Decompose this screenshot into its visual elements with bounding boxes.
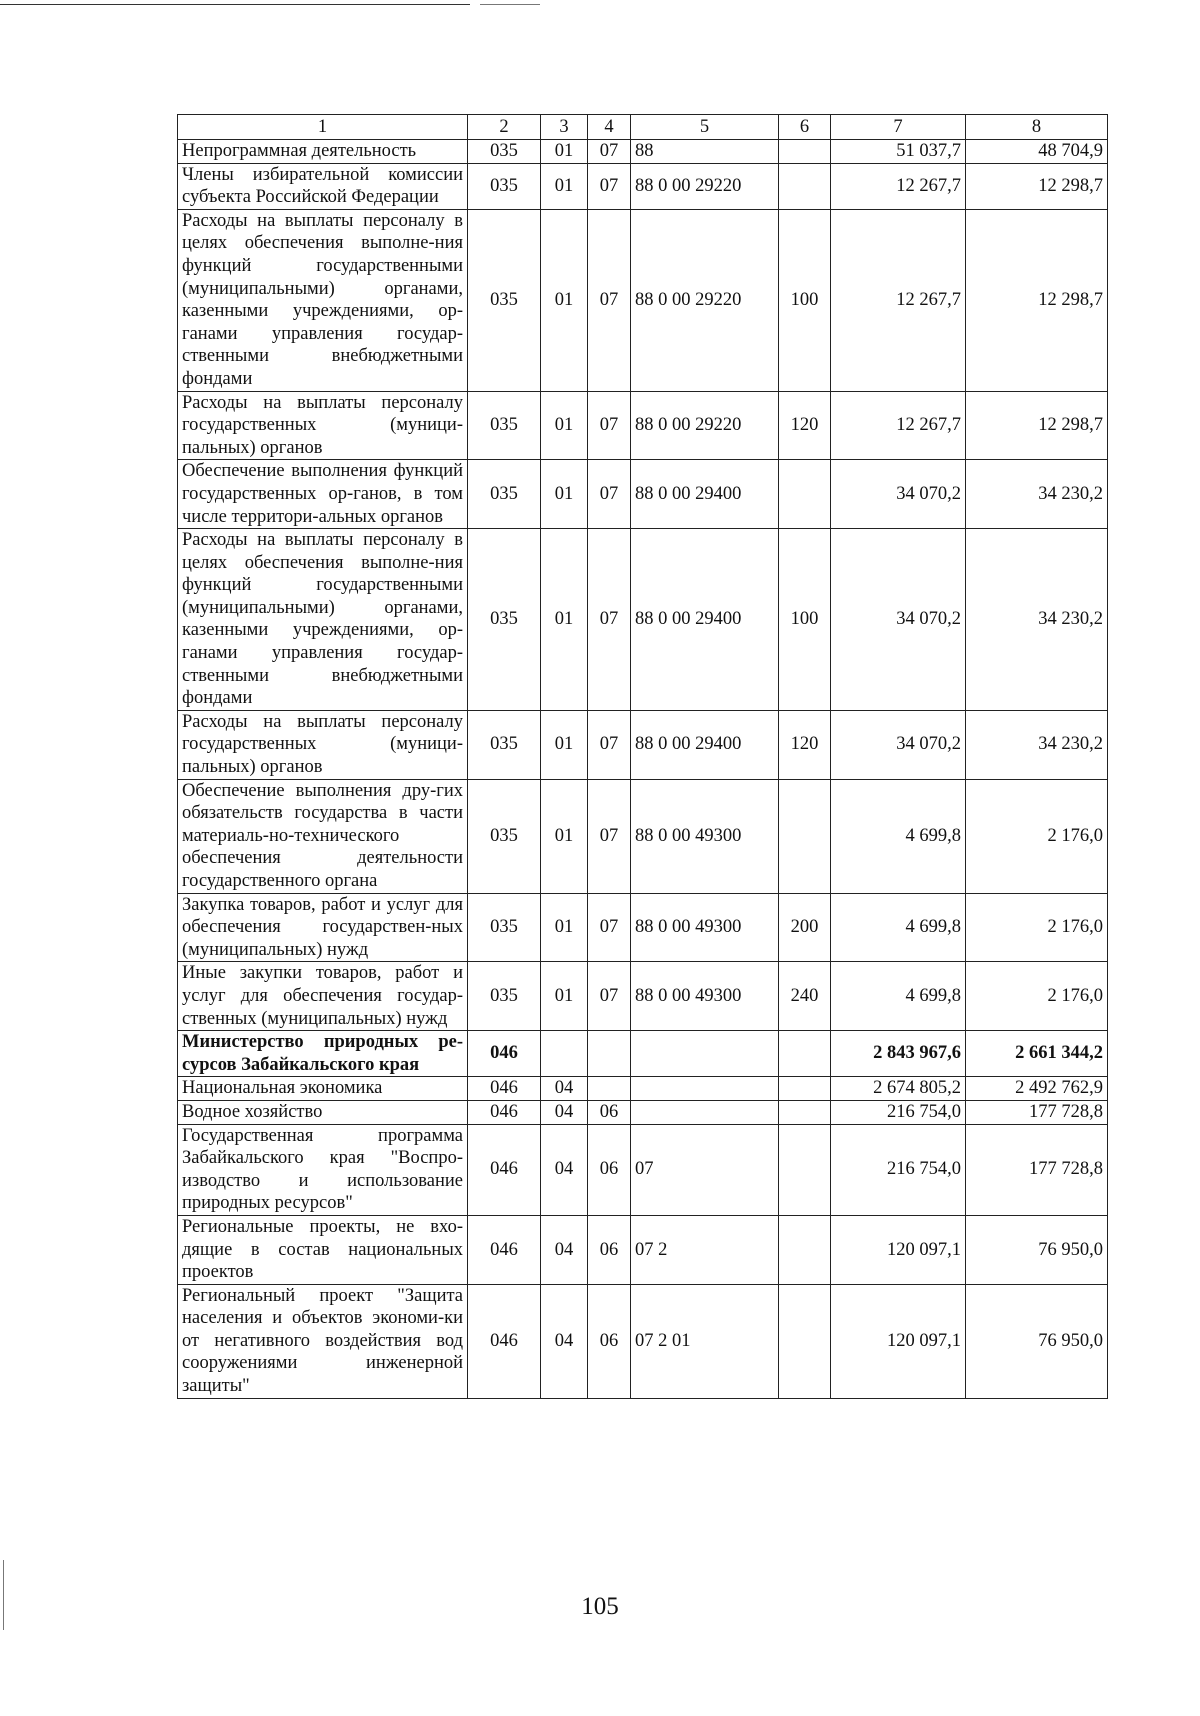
section-cell: 01: [541, 962, 588, 1031]
admin-code-cell: 046: [468, 1100, 541, 1124]
subsection-cell: [588, 1031, 631, 1077]
section-cell: 01: [541, 460, 588, 529]
section-cell: 01: [541, 529, 588, 711]
row-name-cell: Обеспечение выполнения функций государственных ор-ганов, в том числе территори-альных органов: [178, 460, 468, 529]
row-name-cell: Государственная программа Забайкальского края "Воспро-изводство и использование природных ресурсов": [178, 1124, 468, 1215]
amount-year1-cell: 2 674 805,2: [831, 1077, 966, 1101]
row-name-cell: Расходы на выплаты персоналу в целях обеспечения выполне-ния функций государственными (муниципальными) органами, казенными учреждениями, ор-ганами управления государ-ственными внебюджетными фондами: [178, 209, 468, 391]
admin-code-cell: 046: [468, 1031, 541, 1077]
target-article-cell: 07 2: [631, 1215, 779, 1284]
amount-year2-cell: 76 950,0: [966, 1215, 1108, 1284]
expense-type-cell: [779, 1124, 831, 1215]
row-name-cell: Иные закупки товаров, работ и услуг для обеспечения государ-ственных (муниципальных) нужд: [178, 962, 468, 1031]
expense-type-cell: 200: [779, 893, 831, 962]
expense-type-cell: [779, 779, 831, 893]
row-name-cell: Члены избирательной комиссии субъекта Российской Федерации: [178, 163, 468, 209]
admin-code-cell: 046: [468, 1124, 541, 1215]
section-cell: 01: [541, 391, 588, 460]
amount-year2-cell: 177 728,8: [966, 1124, 1108, 1215]
table-row: [178, 1100, 1108, 1124]
amount-year1-cell: 4 699,8: [831, 779, 966, 893]
header-cell: 6: [779, 115, 831, 140]
amount-year1-cell: 12 267,7: [831, 391, 966, 460]
target-article-cell: 07: [631, 1124, 779, 1215]
header-cell: 3: [541, 115, 588, 140]
target-article-cell: 88 0 00 29400: [631, 460, 779, 529]
subsection-cell: 06: [588, 1215, 631, 1284]
target-article-cell: [631, 1031, 779, 1077]
amount-year2-cell: 48 704,9: [966, 140, 1108, 164]
subsection-cell: 07: [588, 460, 631, 529]
section-cell: 01: [541, 209, 588, 391]
header-cell: 7: [831, 115, 966, 140]
admin-code-cell: 035: [468, 962, 541, 1031]
scan-edge-line: [480, 4, 540, 5]
section-cell: 04: [541, 1100, 588, 1124]
header-cell: 1: [178, 115, 468, 140]
target-article-cell: 88 0 00 29400: [631, 529, 779, 711]
admin-code-cell: 035: [468, 893, 541, 962]
expense-type-cell: [779, 1284, 831, 1398]
row-name-cell: Расходы на выплаты персоналу государственных (муници-пальных) органов: [178, 391, 468, 460]
amount-year1-cell: 2 843 967,6: [831, 1031, 966, 1077]
subsection-cell: 07: [588, 391, 631, 460]
admin-code-cell: 035: [468, 460, 541, 529]
amount-year2-cell: 2 661 344,2: [966, 1031, 1108, 1077]
row-name-cell: Национальная экономика: [178, 1077, 468, 1101]
subsection-cell: 07: [588, 710, 631, 779]
amount-year1-cell: 34 070,2: [831, 529, 966, 711]
subsection-cell: [588, 1077, 631, 1101]
target-article-cell: 88 0 00 29220: [631, 391, 779, 460]
header-cell: 4: [588, 115, 631, 140]
subsection-cell: 07: [588, 893, 631, 962]
admin-code-cell: 035: [468, 209, 541, 391]
amount-year2-cell: 76 950,0: [966, 1284, 1108, 1398]
amount-year1-cell: 34 070,2: [831, 710, 966, 779]
admin-code-cell: 035: [468, 779, 541, 893]
amount-year2-cell: 2 176,0: [966, 779, 1108, 893]
header-cell: 5: [631, 115, 779, 140]
admin-code-cell: 046: [468, 1077, 541, 1101]
row-name-cell: Непрограммная деятельность: [178, 140, 468, 164]
section-cell: [541, 1031, 588, 1077]
target-article-cell: 88 0 00 49300: [631, 893, 779, 962]
expense-type-cell: 120: [779, 710, 831, 779]
section-cell: 04: [541, 1215, 588, 1284]
amount-year1-cell: 12 267,7: [831, 163, 966, 209]
section-cell: 01: [541, 893, 588, 962]
amount-year1-cell: 51 037,7: [831, 140, 966, 164]
section-cell: 01: [541, 710, 588, 779]
amount-year2-cell: 12 298,7: [966, 209, 1108, 391]
table-row: [178, 1284, 1108, 1398]
amount-year1-cell: 120 097,1: [831, 1215, 966, 1284]
amount-year2-cell: 34 230,2: [966, 529, 1108, 711]
section-cell: 04: [541, 1077, 588, 1101]
amount-year2-cell: 34 230,2: [966, 460, 1108, 529]
budget-table: [177, 114, 1108, 1399]
row-name-cell: Министерство природных ре-сурсов Забайкальского края: [178, 1031, 468, 1077]
target-article-cell: 88 0 00 49300: [631, 962, 779, 1031]
row-name-cell: Расходы на выплаты персоналу государственных (муници-пальных) органов: [178, 710, 468, 779]
amount-year2-cell: 2 492 762,9: [966, 1077, 1108, 1101]
subsection-cell: 07: [588, 209, 631, 391]
section-cell: 04: [541, 1124, 588, 1215]
amount-year1-cell: 120 097,1: [831, 1284, 966, 1398]
page-number: 105: [581, 1593, 619, 1620]
admin-code-cell: 035: [468, 163, 541, 209]
target-article-cell: 88 0 00 29220: [631, 209, 779, 391]
admin-code-cell: 046: [468, 1215, 541, 1284]
target-article-cell: 88: [631, 140, 779, 164]
subsection-cell: 07: [588, 163, 631, 209]
header-row: [178, 115, 1108, 140]
amount-year2-cell: 34 230,2: [966, 710, 1108, 779]
section-cell: 01: [541, 163, 588, 209]
table-row: [178, 1077, 1108, 1101]
table-row: [178, 710, 1108, 779]
table-row: [178, 391, 1108, 460]
expense-type-cell: 100: [779, 209, 831, 391]
expense-type-cell: [779, 1031, 831, 1077]
expense-type-cell: [779, 460, 831, 529]
expense-type-cell: [779, 163, 831, 209]
amount-year1-cell: 216 754,0: [831, 1100, 966, 1124]
target-article-cell: 88 0 00 29400: [631, 710, 779, 779]
amount-year1-cell: 34 070,2: [831, 460, 966, 529]
row-name-cell: Региональные проекты, не вхо-дящие в состав национальных проектов: [178, 1215, 468, 1284]
target-article-cell: [631, 1100, 779, 1124]
table-row: [178, 209, 1108, 391]
table-row: [178, 1215, 1108, 1284]
row-name-cell: Водное хозяйство: [178, 1100, 468, 1124]
row-name-cell: Расходы на выплаты персоналу в целях обеспечения выполне-ния функций государственными (муниципальными) органами, казенными учреждениями, ор-ганами управления государ-ственными внебюджетными фондами: [178, 529, 468, 711]
table-row: [178, 893, 1108, 962]
expense-type-cell: 100: [779, 529, 831, 711]
admin-code-cell: 035: [468, 391, 541, 460]
table-row: [178, 779, 1108, 893]
table-row: [178, 1031, 1108, 1077]
table-row: [178, 460, 1108, 529]
row-name-cell: Региональный проект "Защита населения и объектов экономи-ки от негативного воздействия вод сооружениями инженерной защиты": [178, 1284, 468, 1398]
amount-year2-cell: 12 298,7: [966, 163, 1108, 209]
amount-year2-cell: 2 176,0: [966, 962, 1108, 1031]
subsection-cell: 07: [588, 779, 631, 893]
section-cell: 01: [541, 140, 588, 164]
amount-year2-cell: 177 728,8: [966, 1100, 1108, 1124]
header-cell: 8: [966, 115, 1108, 140]
table-row: [178, 1124, 1108, 1215]
target-article-cell: 88 0 00 29220: [631, 163, 779, 209]
section-cell: 01: [541, 779, 588, 893]
expense-type-cell: [779, 1215, 831, 1284]
amount-year1-cell: 4 699,8: [831, 962, 966, 1031]
expense-type-cell: 120: [779, 391, 831, 460]
table-row: [178, 529, 1108, 711]
expense-type-cell: [779, 1077, 831, 1101]
amount-year1-cell: 4 699,8: [831, 893, 966, 962]
table-row: [178, 163, 1108, 209]
amount-year2-cell: 12 298,7: [966, 391, 1108, 460]
expense-type-cell: [779, 140, 831, 164]
table-row: [178, 140, 1108, 164]
subsection-cell: 07: [588, 962, 631, 1031]
row-name-cell: Обеспечение выполнения дру-гих обязательств государства в части материаль-но-технического обеспечения деятельности государственного органа: [178, 779, 468, 893]
amount-year2-cell: 2 176,0: [966, 893, 1108, 962]
subsection-cell: 07: [588, 140, 631, 164]
section-cell: 04: [541, 1284, 588, 1398]
scan-edge-line: [0, 4, 470, 5]
amount-year1-cell: 12 267,7: [831, 209, 966, 391]
row-name-cell: Закупка товаров, работ и услуг для обеспечения государствен-ных (муниципальных) нужд: [178, 893, 468, 962]
target-article-cell: 07 2 01: [631, 1284, 779, 1398]
admin-code-cell: 035: [468, 710, 541, 779]
expense-type-cell: 240: [779, 962, 831, 1031]
admin-code-cell: 035: [468, 529, 541, 711]
subsection-cell: 06: [588, 1284, 631, 1398]
admin-code-cell: 046: [468, 1284, 541, 1398]
table-row: [178, 962, 1108, 1031]
header-cell: 2: [468, 115, 541, 140]
subsection-cell: 06: [588, 1100, 631, 1124]
target-article-cell: 88 0 00 49300: [631, 779, 779, 893]
admin-code-cell: 035: [468, 140, 541, 164]
target-article-cell: [631, 1077, 779, 1101]
amount-year1-cell: 216 754,0: [831, 1124, 966, 1215]
expense-type-cell: [779, 1100, 831, 1124]
subsection-cell: 06: [588, 1124, 631, 1215]
subsection-cell: 07: [588, 529, 631, 711]
